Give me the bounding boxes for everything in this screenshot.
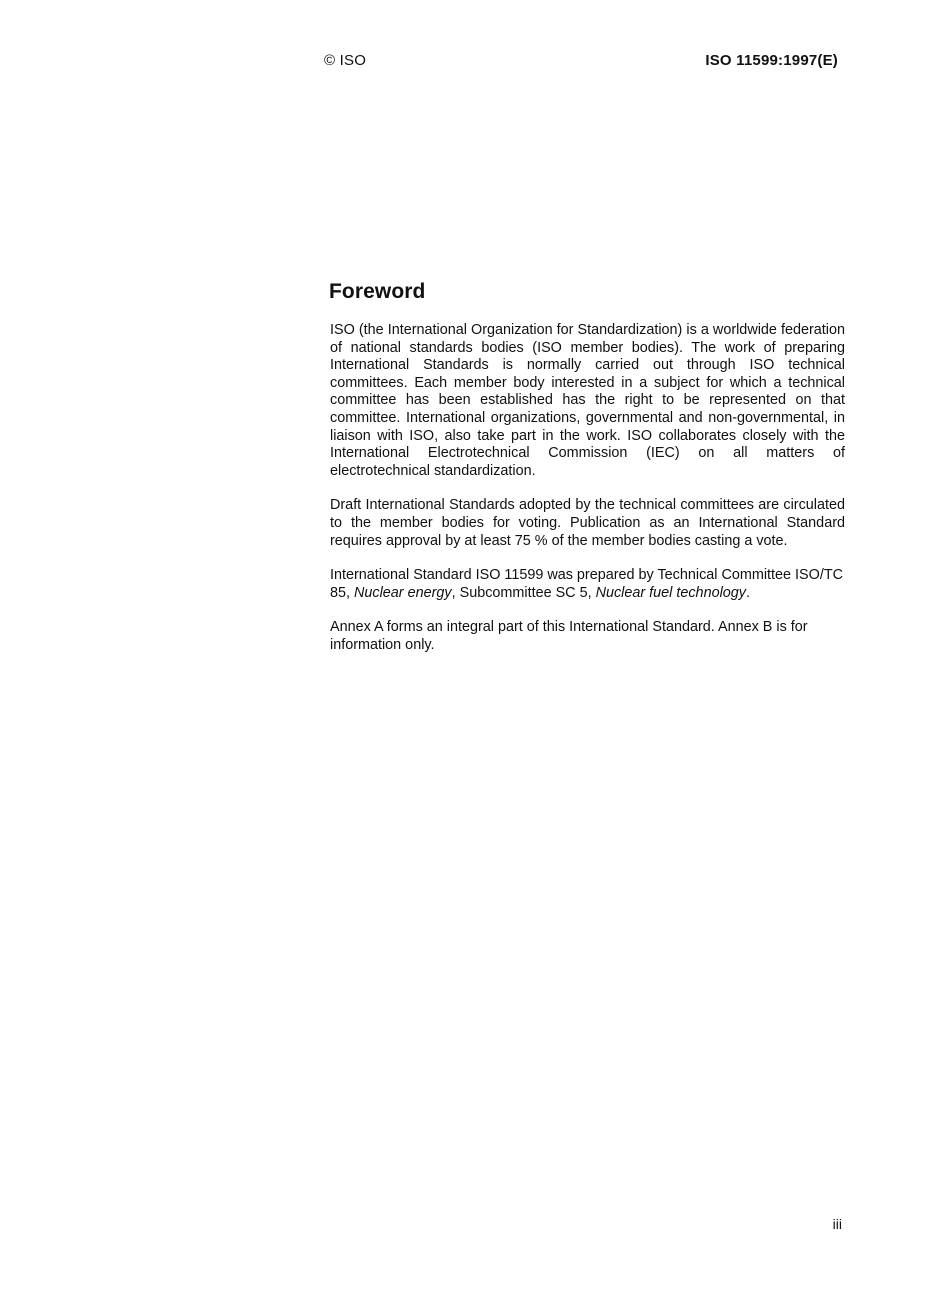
header-document-id: ISO 11599:1997(E) <box>705 52 838 69</box>
foreword-title: Foreword <box>329 280 426 303</box>
paragraph-3-text-c: . <box>745 584 750 601</box>
foreword-paragraph-2: Draft International Standards adopted by the technical committees are circulated to the member bodies for voting. Publication as an International Standard requires approval by at least 75 % of the member bodies casting a vote. <box>330 497 845 549</box>
header-copyright: © ISO <box>324 52 367 69</box>
foreword-paragraph-1: ISO (the International Organization for Standardization) is a worldwide federation of national standards bodies (ISO member bodies). The work of preparing International Standards is normally carried out through ISO technical committees. Each member body interested in a subject for which a technical committee has been established has the right to be represented on that committee. International organizations, governmental and non-governmental, in liaison with ISO, also take part in the work. ISO collaborates closely with the International Electrotechnical Commission (IEC) on all matters of electrotechnical standardization. <box>330 322 845 479</box>
paragraph-3-text-a: International Standard ISO 11599 was prepared by Technical Committee ISO/TC 85, <box>330 567 844 601</box>
page-number: iii <box>832 1216 842 1232</box>
committee-name-nuclear-energy: Nuclear energy <box>354 584 452 601</box>
foreword-paragraph-4: Annex A forms an integral part of this International Standard. Annex B is for information only. <box>330 619 808 653</box>
foreword-paragraph-3 <box>330 567 845 602</box>
foreword-body <box>330 322 845 672</box>
paragraph-3-text-b: , Subcommittee SC 5, <box>451 584 596 601</box>
subcommittee-name-nuclear-fuel-technology: Nuclear fuel technology <box>595 584 746 601</box>
